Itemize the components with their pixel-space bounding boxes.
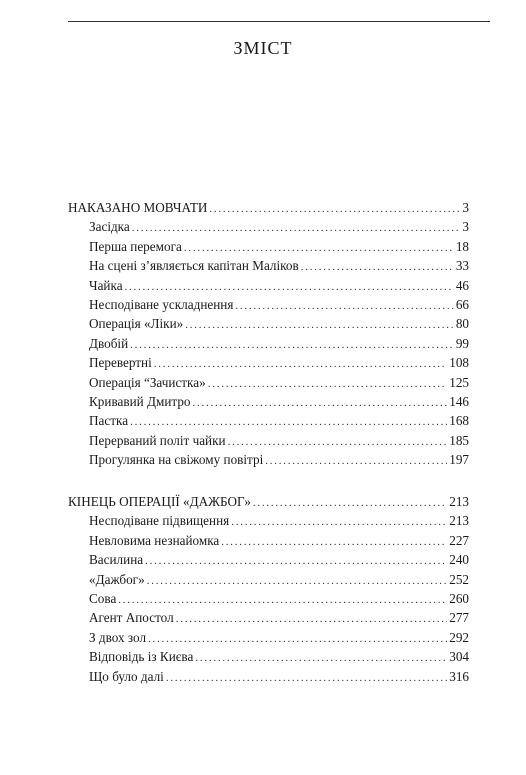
toc-chapter-entry[interactable] <box>68 276 469 295</box>
toc-page-number: 240 <box>449 552 469 568</box>
toc-page-number: 277 <box>449 610 469 626</box>
dot-leader <box>193 394 448 413</box>
toc-chapter-title: Кривавий Дмитро <box>89 393 191 409</box>
toc-chapter-title: Двобій <box>89 335 129 351</box>
toc-page-number: 292 <box>449 629 469 645</box>
toc-chapter-title: Перевертні <box>89 355 152 371</box>
toc-page-number: 125 <box>449 374 469 390</box>
toc-chapter-title: «Дажбог» <box>89 571 145 587</box>
toc-page-number: 146 <box>449 393 469 409</box>
toc-chapter-entry[interactable] <box>68 217 469 236</box>
toc-chapter-entry[interactable] <box>68 608 469 627</box>
toc-page-number: 46 <box>455 277 469 293</box>
dot-leader <box>145 552 447 571</box>
toc-chapter-entry[interactable] <box>68 450 469 469</box>
toc-chapter-title: Несподіване ускладнення <box>89 296 234 312</box>
toc-chapter-title: Прогулянка на свіжому повітрі <box>89 452 264 468</box>
toc-chapter-entry[interactable] <box>68 589 469 608</box>
dot-leader <box>195 649 447 668</box>
toc-chapter-entry[interactable] <box>68 570 469 589</box>
toc-chapter-entry[interactable] <box>68 667 469 686</box>
toc-chapter-title: Перша перемога <box>89 238 182 254</box>
toc-page-number: 316 <box>449 668 469 684</box>
toc-chapter-entry[interactable] <box>68 511 469 530</box>
toc-part-2 <box>68 492 469 686</box>
toc-page-number: 260 <box>449 590 469 606</box>
toc-chapter-title: Перерваний політ чайки <box>89 432 226 448</box>
toc-chapter-entry[interactable] <box>68 353 469 372</box>
dot-leader <box>208 375 448 394</box>
toc-chapter-entry[interactable] <box>68 256 469 275</box>
toc-chapter-title: З двох зол <box>89 629 147 645</box>
dot-leader <box>147 572 448 591</box>
dot-leader <box>166 669 447 688</box>
dot-leader <box>176 610 448 629</box>
toc-page-number: 168 <box>449 413 469 429</box>
page-title: ЗМІСТ <box>233 38 293 58</box>
toc-chapter-title: Несподіване підвищення <box>89 513 230 529</box>
toc-chapter-title: На сцені з’являється капітан Маліков <box>89 258 299 274</box>
toc-page-number: 252 <box>449 571 469 587</box>
dot-leader <box>301 258 454 277</box>
toc-part-1 <box>68 198 469 469</box>
toc-chapter-entry[interactable] <box>68 392 469 411</box>
toc-chapter-title: Василина <box>89 552 144 568</box>
toc-chapter-title: Невловима незнайомка <box>89 532 220 548</box>
toc-part-entry[interactable] <box>68 198 469 217</box>
toc-chapter-entry[interactable] <box>68 373 469 392</box>
toc-page-number: 33 <box>455 258 469 274</box>
toc-chapter-title: Засідка <box>89 219 130 235</box>
toc-chapter-entry[interactable] <box>68 647 469 666</box>
toc-chapter-title: Сова <box>89 590 117 606</box>
toc-chapter-title: Що було далі <box>89 668 164 684</box>
toc-chapter-entry[interactable] <box>68 334 469 353</box>
toc-chapter-entry[interactable] <box>68 411 469 430</box>
toc-page-number: 80 <box>455 316 469 332</box>
toc-chapter-title: Агент Апостол <box>89 610 174 626</box>
toc-page-number: 227 <box>449 532 469 548</box>
toc-chapter-entry[interactable] <box>68 237 469 256</box>
toc-page-number: 18 <box>455 238 469 254</box>
toc-page-number: 197 <box>449 452 469 468</box>
toc-page-number: 3 <box>462 200 469 215</box>
dot-leader <box>265 452 447 471</box>
dot-leader <box>231 513 447 532</box>
toc-chapter-entry[interactable] <box>68 431 469 450</box>
toc-chapter-entry[interactable] <box>68 295 469 314</box>
toc-chapter-entry[interactable] <box>68 314 469 333</box>
toc-page-number: 185 <box>449 432 469 448</box>
dot-leader <box>209 200 460 219</box>
toc-part-entry[interactable] <box>68 492 469 511</box>
toc-page-number: 99 <box>455 335 469 351</box>
toc-chapter-title: Відповідь із Києва <box>89 649 194 665</box>
toc-page-number: 304 <box>449 649 469 665</box>
toc-page-number: 3 <box>462 219 469 235</box>
dot-leader <box>235 297 453 316</box>
toc-chapter-title: Пастка <box>89 413 129 429</box>
dot-leader <box>130 336 454 355</box>
toc-part-title: НАКАЗАНО МОВЧАТИ <box>68 200 208 215</box>
toc-chapter-entry[interactable] <box>68 531 469 550</box>
toc-chapter-title: Чайка <box>89 277 123 293</box>
toc-chapter-title: Операція “Зачистка» <box>89 374 206 390</box>
header-rule <box>68 21 490 22</box>
toc-page-number: 66 <box>455 296 469 312</box>
toc-page-number: 108 <box>449 355 469 371</box>
dot-leader <box>253 494 447 513</box>
toc-page-number: 213 <box>449 494 469 509</box>
toc-chapter-entry[interactable] <box>68 628 469 647</box>
toc-page-number: 213 <box>449 513 469 529</box>
toc-chapter-title: Операція «Ліки» <box>89 316 184 332</box>
dot-leader <box>221 533 447 552</box>
dot-leader <box>185 316 454 335</box>
toc-part-title: КІНЕЦЬ ОПЕРАЦІЇ «ДАЖБОГ» <box>68 494 251 509</box>
toc-chapter-entry[interactable] <box>68 550 469 569</box>
